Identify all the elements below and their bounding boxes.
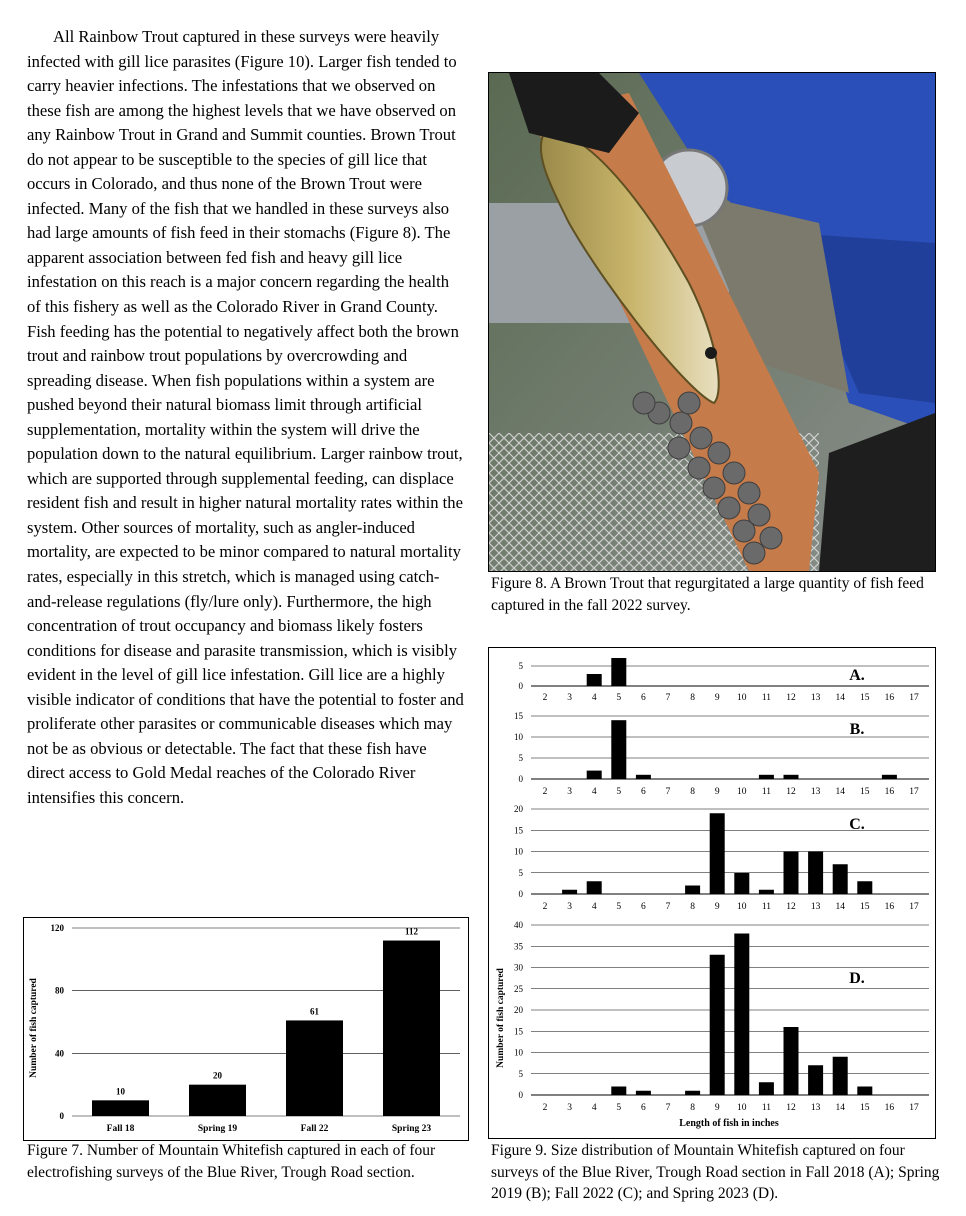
fig9-x-tick: 14 (835, 693, 845, 703)
fig9-x-tick: 17 (909, 1103, 919, 1113)
figure-9-caption: Figure 9. Size distribution of Mountain Whitefish captured on four surveys of the Blue River, Trough Road section in Fall 2018 (A); Spring 2019 (B); Fall 2022 (C); and Spring 2023 (D). (491, 1142, 940, 1202)
fig9-x-tick: 17 (909, 693, 919, 703)
fig9-bar (784, 775, 799, 779)
fig9-bar (734, 873, 749, 894)
fig9-x-tick: 17 (909, 787, 919, 797)
fig9-bar (759, 1082, 774, 1095)
fig9-x-tick: 12 (786, 902, 796, 912)
fig9-bar (833, 864, 848, 894)
fig7-data-label: 20 (213, 1070, 222, 1081)
fig9-x-tick: 15 (860, 787, 870, 797)
fig9-bar (784, 1027, 799, 1095)
figure-7-caption: Figure 7. Number of Mountain Whitefish captured in each of four electrofishing surveys of the Blue River, Trough Road section. (27, 1142, 436, 1181)
fig9-bar (759, 775, 774, 779)
fig9-y-tick: 20 (514, 1005, 523, 1015)
fig9-x-tick: 12 (786, 1103, 796, 1113)
fig9-x-tick: 14 (835, 787, 845, 797)
fig9-x-tick: 13 (810, 693, 821, 703)
figure-7-svg (24, 918, 468, 1140)
figure-9-svg (489, 648, 935, 1138)
fig9-x-tick: 15 (860, 1103, 870, 1113)
fig9-bar (784, 852, 799, 895)
fig9-x-tick: 5 (616, 902, 622, 912)
brown-trout-illustration (489, 73, 935, 571)
brown-trout-photo (488, 72, 936, 572)
fig9-x-tick: 16 (884, 787, 895, 797)
fig9-x-tick: 5 (616, 1103, 622, 1113)
fig9-x-tick: 10 (737, 787, 747, 797)
fig9-y-tick: 0 (518, 774, 523, 784)
fig9-x-tick: 16 (884, 693, 895, 703)
fig9-x-tick: 4 (591, 902, 597, 912)
fig9-x-tick: 6 (641, 787, 646, 797)
fig9-x-tick: 3 (567, 787, 572, 797)
fig9-x-tick: 7 (665, 902, 671, 912)
fig9-bar (808, 852, 823, 895)
fig9-bar (710, 813, 725, 894)
fig9-x-tick: 5 (616, 787, 622, 797)
fig9-x-tick: 6 (641, 693, 646, 703)
fig9-bar (833, 1057, 848, 1095)
fig9-y-tick: 10 (514, 732, 523, 742)
fig9-x-tick: 7 (665, 693, 671, 703)
fig9-y-tick: 30 (514, 962, 523, 973)
fig9-x-tick: 17 (909, 902, 919, 912)
fig9-x-tick: 15 (860, 902, 870, 912)
fig9-x-tick: 16 (884, 902, 895, 912)
fig9-bar (685, 886, 700, 895)
body-text (27, 25, 467, 811)
fig9-x-tick: 6 (641, 1103, 646, 1113)
fig7-data-label: 61 (310, 1006, 319, 1017)
fig9-x-tick: 10 (737, 902, 747, 912)
fig9-x-tick: 11 (761, 787, 771, 797)
fig9-bar (611, 720, 626, 779)
fig9-y-tick: 20 (514, 804, 523, 814)
fig9-panel-label: C. (849, 816, 865, 833)
fig9-y-tick: 5 (518, 661, 523, 671)
fig9-y-tick: 10 (514, 846, 523, 857)
fig9-x-tick: 14 (835, 1103, 845, 1113)
fig9-x-tick: 11 (761, 693, 771, 703)
fig7-data-label: 10 (116, 1086, 125, 1097)
fig9-bar (759, 890, 774, 894)
fig9-y-tick: 15 (514, 1026, 523, 1037)
fig9-bar (734, 934, 749, 1096)
fig9-x-tick: 12 (786, 693, 796, 703)
fig9-y-tick: 35 (514, 941, 523, 952)
fig9-y-tick: 10 (514, 1047, 523, 1058)
fig7-y-tick: 120 (50, 923, 64, 933)
fig9-x-tick: 14 (835, 902, 845, 912)
fig9-x-tick: 6 (641, 902, 646, 912)
fig9-bar (587, 674, 602, 686)
fig9-y-tick: 15 (514, 825, 523, 836)
fig9-x-tick: 2 (542, 902, 548, 912)
fig7-bar (286, 1020, 343, 1116)
fig9-x-tick: 13 (810, 902, 821, 912)
fig9-y-tick: 25 (514, 983, 523, 994)
fig9-bar (808, 1065, 823, 1095)
fig7-bar (189, 1085, 246, 1116)
fig7-bar (383, 941, 440, 1116)
fig7-y-axis-label: Number of fish captured (29, 978, 39, 1078)
fig9-y-tick: 0 (518, 1090, 523, 1100)
fig9-y-tick: 0 (518, 681, 523, 691)
fig9-x-tick: 15 (860, 693, 870, 703)
fig9-x-tick: 9 (714, 693, 720, 703)
fig9-x-tick: 3 (567, 1103, 572, 1113)
fig9-x-tick: 10 (737, 693, 747, 703)
fig7-x-tick: Fall 18 (106, 1124, 135, 1134)
fig9-panel-label: B. (849, 721, 865, 738)
fig9-bar (562, 890, 577, 894)
fig7-y-tick: 0 (59, 1111, 64, 1121)
body-paragraph: All Rainbow Trout captured in these surveys were heavily infected with gill lice parasites (Figure 10). Larger fish tended to carry heavier infections. The infestations that we observed on these fish are among the highest levels that we have observed on any Rainbow Trout in Grand and Summit counties. Brown Trout do not appear to be susceptible to the species of gill lice that occurs in Colorado, and thus none of the Brown Trout were infected. Many of the fish that we handled in these surveys also had large amounts of fish feed in their stomachs (Figure 8). The apparent association between fed fish and heavy gill lice infestation on this reach is a major concern regarding the health of this fishery as well as the Colorado River in Grand County. Fish feeding has the potential to negatively affect both the brown trout and rainbow trout populations by overcrowding and spreading disease. When fish populations within a system are pushed beyond their natural biomass limit through artificial supplementation, mortality within the system will drive the population down to the natural equilibrium. Larger rainbow trout, which are supported through supplemental feeding, can displace resident fish and result in higher natural mortality rates within the system. Other sources of mortality, such as angler-induced mortality, are expected to be minor compared to natural mortality rates, especially in this stretch, which is managed using catch-and-release regulations (fly/lure only). Furthermore, the high concentration of trout occupancy and biomass likely fosters conditions for disease and parasite transmission, which is visibly evident in the level of gill lice infestation. Gill lice are a highly visible indicator of conditions that have the potential to foster and proliferate other parasites or communicable diseases which may not be as obvious or detectable. The fact that these fish have direct access to Gold Medal reaches of the Colorado River intensifies this concern. (27, 27, 464, 807)
fig9-x-tick: 11 (761, 1103, 771, 1113)
fig7-data-label: 112 (404, 926, 419, 937)
fig9-x-tick: 11 (761, 902, 771, 912)
fig9-x-tick: 4 (591, 1103, 597, 1113)
fig9-x-tick: 9 (714, 902, 720, 912)
figure-9-chart (488, 647, 936, 1139)
fig9-x-tick: 8 (690, 902, 695, 912)
fig9-bar (636, 775, 651, 779)
fig9-x-tick: 3 (567, 693, 572, 703)
fig9-x-tick: 4 (591, 693, 597, 703)
fig9-x-tick: 13 (810, 787, 821, 797)
fig9-x-tick: 8 (690, 693, 695, 703)
fig9-x-tick: 8 (690, 1103, 695, 1113)
fig7-x-tick: Spring 23 (391, 1124, 432, 1134)
fig9-bar (710, 955, 725, 1095)
fig9-x-tick: 12 (786, 787, 796, 797)
fig9-bar (882, 775, 897, 779)
figure-8-caption: Figure 8. A Brown Trout that regurgitated a large quantity of fish feed captured in the fall 2022 survey. (491, 575, 924, 614)
figure-7-chart (23, 917, 469, 1141)
fig9-bar (587, 771, 602, 779)
fig9-bar (857, 881, 872, 894)
fig7-bar (92, 1100, 149, 1116)
fig9-y-tick: 5 (518, 1068, 523, 1079)
fig9-x-tick: 9 (714, 787, 720, 797)
fig9-bar (857, 1087, 872, 1096)
fig9-x-tick: 3 (567, 902, 572, 912)
fig9-x-tick: 13 (810, 1103, 821, 1113)
fig9-x-tick: 8 (690, 787, 695, 797)
fig9-x-tick: 2 (542, 693, 548, 703)
fig9-x-tick: 10 (737, 1103, 747, 1113)
fig9-y-tick: 5 (518, 753, 523, 763)
fig9-x-tick: 7 (665, 1103, 671, 1113)
fig9-x-tick: 9 (714, 1103, 720, 1113)
fig9-y-tick: 15 (514, 711, 523, 721)
fig9-y-axis-label: Number of fish captured (496, 968, 506, 1068)
fig7-x-tick: Fall 22 (300, 1124, 329, 1134)
fig9-x-tick: 4 (591, 787, 597, 797)
fig7-y-tick: 40 (55, 1048, 64, 1059)
fig7-x-tick: Spring 19 (197, 1124, 238, 1134)
fig9-x-tick: 2 (542, 787, 548, 797)
fig9-panel-label: A. (849, 667, 865, 684)
fig9-x-tick: 7 (665, 787, 671, 797)
fig9-x-axis-label: Length of fish in inches (679, 1118, 779, 1129)
fig9-bar (685, 1091, 700, 1095)
fig9-y-tick: 40 (514, 920, 523, 930)
fig7-y-tick: 80 (55, 985, 64, 996)
fig9-bar (611, 658, 626, 686)
fig9-x-tick: 16 (884, 1103, 895, 1113)
fig9-bar (587, 881, 602, 894)
fig9-y-tick: 0 (518, 889, 523, 899)
fig9-x-tick: 5 (616, 693, 622, 703)
fig9-y-tick: 5 (518, 867, 523, 878)
fig9-x-tick: 2 (542, 1103, 548, 1113)
fig9-panel-label: D. (849, 970, 865, 987)
fig9-bar (636, 1091, 651, 1095)
fig9-bar (611, 1087, 626, 1096)
